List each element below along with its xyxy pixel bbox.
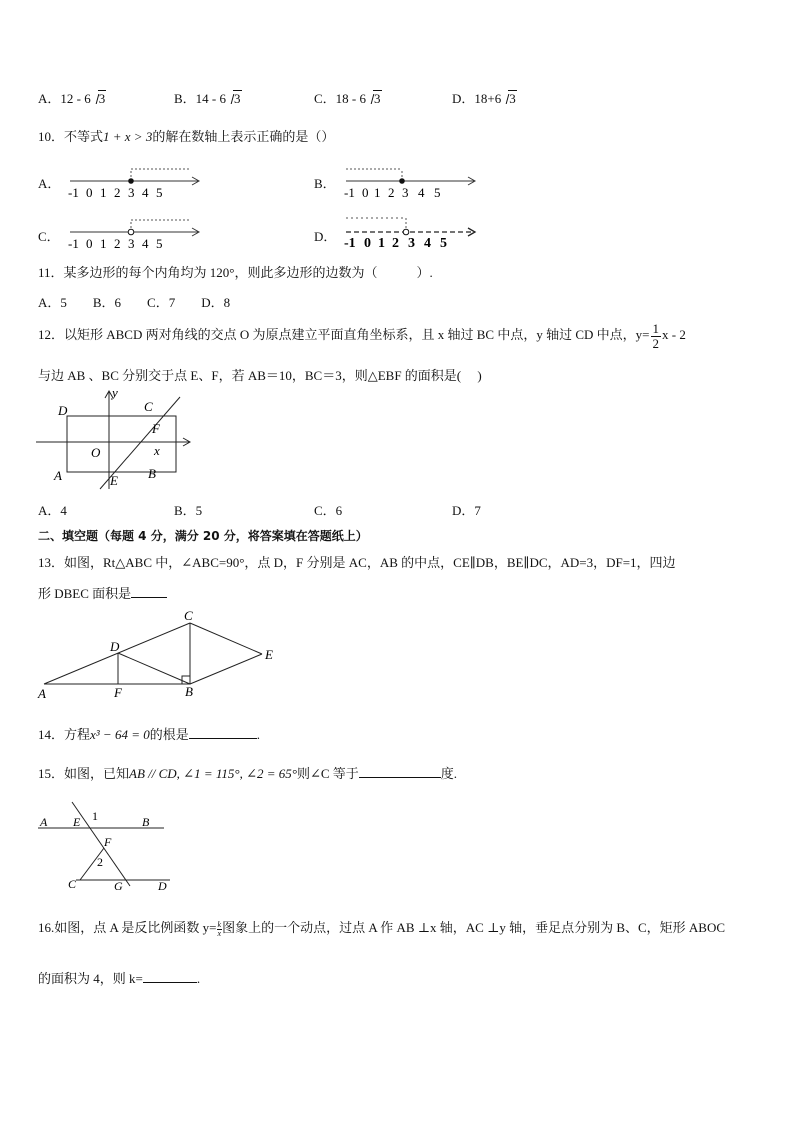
q12-option-b: B．5 [174,503,203,518]
tick-label: 1 [100,236,107,251]
q12-option-d: D．7 [452,503,481,518]
tick-label: -1 [68,185,79,200]
tick-label: 2 [114,185,121,200]
label-d: D [158,879,167,893]
label-b: B [185,684,193,699]
tick-label: 2 [388,185,395,200]
q16-stem-line2: 的面积为 4，则 k= . [38,971,201,986]
tick-label: 3 [408,236,415,251]
tick-label: 0 [86,185,93,200]
number-line-a [66,165,206,201]
label-g: G [114,879,123,893]
answer-blank [143,970,197,983]
number-line-b [342,165,482,201]
label-e: E [265,647,273,662]
sqrt-symbol: 3 [227,91,242,107]
label-y: y [112,385,118,400]
tick-label: -1 [344,185,355,200]
tick-label: 3 [128,185,135,200]
label-b: B [148,466,156,481]
q10-stem: 10．不等式1 + x > 3的解在数轴上表示正确的是（） [38,129,335,144]
tick-label: 1 [374,185,381,200]
label-f: F [152,421,160,436]
tick-label: -1 [68,236,79,251]
label-c: C [144,399,153,414]
answer-blank [359,765,441,778]
tick-label: 5 [156,185,163,200]
tick-label: 2 [114,236,121,251]
q11-stem: 11．某多边形的每个内角均为 120°，则此多边形的边数为（ ）. [38,265,433,280]
tick-label: 5 [156,236,163,251]
q10-option-a-label: A． [38,176,61,191]
label-e: E [110,473,118,488]
q9-option-b: B．14 - 6 3 [174,91,241,106]
label-a: A [38,686,46,701]
answer-blank [131,585,167,598]
label-d: D [58,403,68,418]
q13-stem-line1: 13．如图，Rt△ABC 中，∠ABC=90°，点 D，F 分别是 AC，AB 的中点，CE∥DB，BE∥DC，AD=3，DF=1，四边 [38,555,676,570]
q9-option-c: C．18 - 6 3 [314,91,381,106]
label-f: F [114,685,122,700]
label-a: A [54,468,62,483]
number-line-d-ticks [344,236,447,251]
q10-option-b-label: B． [314,176,336,191]
q15-figure [36,798,176,896]
fraction-one-half: $\frac{1}{2}$ [652,320,659,351]
sqrt-symbol: 3 [502,91,517,107]
sqrt-symbol: 3 [92,91,107,107]
q15-stem: 15．如图，已知AB // CD, ∠1 = 115°, ∠2 = 65°则∠C 等于 度. [38,766,458,781]
q14-stem: 14．方程x³ − 64 = 0的根是 . [38,727,260,742]
label-angle-1: 1 [92,809,98,823]
number-line-b-ticks [344,185,441,200]
q12-stem-line2: 与边 AB 、BC 分别交于点 E、F，若 AB＝10，BC＝3，则△EBF 的面积是( ) [38,368,482,383]
q10-option-d-label: D． [314,229,337,244]
q12-option-c: C．6 [314,503,343,518]
q11-options: A．5 B．6 C．7 D．8 [38,295,231,310]
tick-label: 4 [142,236,149,251]
tick-label: 5 [434,185,441,200]
q12-option-a: A．4 [38,503,67,518]
label-a: A [40,815,48,829]
tick-label: 3 [402,185,409,200]
tick-label: 0 [86,236,93,251]
answer-blank [189,726,257,739]
tick-label: -1 [344,236,356,251]
sqrt-symbol: 3 [367,91,382,107]
label-c: C [184,608,193,623]
fraction-k-over-x: $\frac{k}{x}$ [217,919,222,938]
tick-label: 2 [392,236,399,251]
q13-figure [34,607,284,703]
tick-label: 0 [362,185,369,200]
q9-option-a: A．12 - 6 3 [38,91,106,106]
tick-label: 1 [378,236,385,251]
tick-label: 4 [142,185,149,200]
label-x: x [154,443,160,458]
number-line-c-ticks [68,236,163,251]
number-line-c [66,216,206,252]
tick-label: 0 [364,236,371,251]
q9-option-d: D．18+6 3 [452,91,516,106]
section-heading-fill-in: 二、填空题（每题 4 分，满分 20 分，将答案填在答题纸上） [38,529,368,543]
label-d: D [110,639,120,654]
label-o: O [91,445,101,460]
q12-stem-line1: 12．以矩形 ABCD 两对角线的交点 O 为原点建立平面直角坐标系，且 x 轴过 BC 中点，y 轴过 CD 中点，y= $\frac{1}{2}$ x - 2 [38,320,686,351]
q10-option-c-label: C． [38,229,60,244]
label-f: F [104,835,112,849]
q13-stem-line2: 形 DBEC 面积是 [38,583,167,602]
q12-figure [30,385,205,493]
tick-label: 4 [424,236,431,251]
tick-label: 1 [100,185,107,200]
number-line-a-ticks [68,185,163,200]
q16-stem-line1: 16.如图，点 A 是反比例函数 y= $\frac{k}{x}$ 图象上的一个动点，过点 A 作 AB ⊥x 轴，AC ⊥y 轴，垂足点分别为 B、C，矩形 ABOC [38,919,726,938]
label-e: E [73,815,81,829]
label-b: B [142,815,150,829]
number-line-d [342,212,482,252]
tick-label: 3 [128,236,135,251]
tick-label: 4 [418,185,425,200]
label-c: C [68,877,77,891]
label-angle-2: 2 [97,855,103,869]
tick-label: 5 [440,236,447,251]
